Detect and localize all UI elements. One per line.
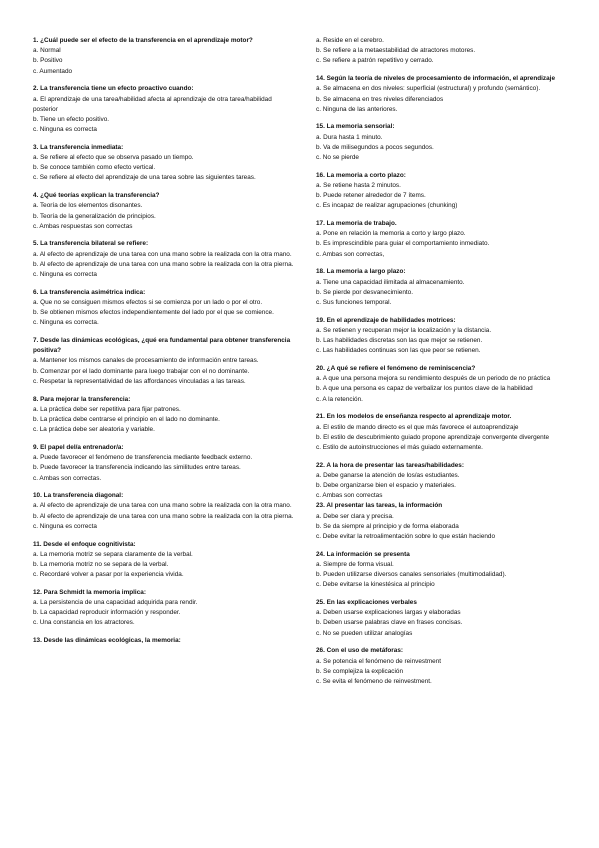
answer-option: c. No se pierde	[316, 154, 359, 162]
answer-option: b. Debe organizarse bien el espacio y materiales.	[316, 482, 456, 490]
question-title: 5. La transferencia bilateral se refiere:	[33, 240, 149, 248]
answer-option: a. El aprendizaje de una tarea/habilidad afecta al aprendizaje de otra tarea/habilidad posterior	[33, 95, 272, 113]
question-title: 26. Con el uso de metáforas:	[316, 647, 404, 655]
question-block	[33, 636, 295, 646]
answer-option: c. Ambas son correctas,	[316, 250, 385, 258]
question-block	[33, 239, 295, 280]
answer-option: b. Teoría de la generalización de principios.	[33, 212, 156, 220]
answer-option: b. Se almacena en tres niveles diferenciados	[316, 95, 444, 103]
answer-option: a. Se retienen y recuperan mejor la localización y la distancia.	[316, 326, 492, 334]
question-title: 23. Al presentar las tareas, la información	[316, 502, 443, 510]
question-title: 7. Desde las dinámicas ecológicas, ¿qué era fundamental para obtener transferencia positiva?	[33, 337, 291, 355]
answer-option: b. Positivo	[33, 57, 63, 65]
answer-option: a. Se retiene hasta 2 minutos.	[316, 181, 401, 189]
question-block	[316, 598, 578, 639]
answer-option: c. Debe evitarse la kinestésica al principio	[316, 581, 435, 589]
question-title: 22. A la hora de presentar las tareas/habilidades:	[316, 461, 464, 469]
answer-option: c. La práctica debe ser aleatoria y variable.	[33, 426, 155, 434]
answer-option: c. Ambas son correctas	[316, 492, 383, 500]
answer-option: c. Aumentado	[33, 67, 73, 75]
answer-option: b. Va de milisegundos a pocos segundos.	[316, 143, 434, 151]
answer-option: a. A que una persona mejora su rendimiento después de un periodo de no práctica	[316, 375, 551, 383]
question-block	[33, 84, 295, 135]
answer-option: b. Al efecto de aprendizaje de una tarea con una mano sobre la realizada con la otra pierna.	[33, 512, 294, 520]
answer-option: b. Se da siempre al principio y de forma elaborada	[316, 522, 459, 530]
answer-option: b. Se pierde por desvanecimiento.	[316, 288, 413, 296]
question-block	[316, 171, 578, 212]
answer-option: c. Ninguna es correcta	[33, 126, 97, 134]
question-block	[33, 491, 295, 532]
question-block	[33, 588, 295, 629]
answer-option: b. Deben usarse palabras clave en frases concisas.	[316, 619, 463, 627]
question-title: 17. La memoria de trabajo.	[316, 220, 397, 228]
question-block	[33, 191, 295, 232]
question-block	[316, 412, 578, 453]
question-block	[316, 501, 578, 542]
answer-option: a. Mantener los mismos canales de procesamiento de información entre tareas.	[33, 357, 259, 365]
question-block	[316, 74, 578, 115]
answer-option: c. Se evita el fenómeno de reinvestment.	[316, 677, 432, 685]
answer-option: c. Respetar la representatividad de las affordances vinculadas a las tareas.	[33, 377, 246, 385]
answer-option: b. Al efecto de aprendizaje de una tarea con una mano sobre la realizada con la otra pierna.	[33, 260, 294, 268]
question-block	[33, 395, 295, 436]
answer-option: b. La memoria motriz no se separa de la verbal.	[33, 560, 169, 568]
question-block	[316, 219, 578, 260]
answer-option: b. Pueden utilizarse diversos canales sensoriales (multimodalidad).	[316, 571, 507, 579]
answer-option: a. Al efecto de aprendizaje de una tarea con una mano sobre la realizada con la otra mano.	[33, 250, 292, 258]
answer-option: b. La capacidad reproducir información y responder.	[33, 609, 181, 617]
question-title: 19. En el aprendizaje de habilidades motrices:	[316, 316, 456, 324]
question-block	[316, 461, 578, 502]
answer-option: b. Se complejiza la explicación	[316, 667, 404, 675]
answer-option: b. El estilo de descubrimiento guiado propone aprendizaje convergente divergente	[316, 433, 550, 441]
answer-option: a. Al efecto de aprendizaje de una tarea con una mano sobre la realizada con la otra mano.	[33, 502, 292, 510]
answer-option: a. Deben usarse explicaciones largas y elaboradas	[316, 609, 461, 617]
question-title: 9. El papel del/a entrenador/a:	[33, 443, 124, 451]
answer-option: c. Las habilidades continuas son las que peor se retienen.	[316, 347, 481, 355]
answer-option: c. Ninguna de las anteriores.	[316, 105, 398, 113]
answer-option: a. Debe ganarse la atención de los/as estudiantes.	[316, 471, 460, 479]
question-title: 2. La transferencia tiene un efecto proactivo cuando:	[33, 85, 194, 93]
question-title: 6. La transferencia asimétrica indica:	[33, 288, 146, 296]
question-title: 12. Para Schmidt la memoria implica:	[33, 588, 146, 596]
answer-option: a. Normal	[33, 47, 61, 55]
answer-option: a. Reside en el cerebro.	[316, 37, 384, 44]
question-title: 3. La transferencia inmediata:	[33, 143, 124, 151]
answer-option: a. Se potencia el fenómeno de reinvestment	[316, 657, 442, 665]
question-block	[316, 364, 578, 405]
question-block	[316, 550, 578, 591]
answer-option: b. Puede retener alrededor de 7 ítems.	[316, 192, 426, 200]
answer-option: c. Se refiere al efecto del aprendizaje de una tarea sobre las siguientes tareas.	[33, 174, 256, 182]
question-block	[316, 267, 578, 308]
answer-option: c. Ninguna es correcta.	[33, 319, 99, 327]
question-block	[33, 36, 295, 77]
answer-option: c. Estilo de autoinstrucciones el más guiado externamente.	[316, 443, 483, 451]
answer-option: c. Sus funciones temporal.	[316, 298, 392, 306]
question-title: 4. ¿Qué teorías explican la transferencia?	[33, 192, 160, 200]
answer-option: a. La memoria motriz se separa claramente de la verbal.	[33, 550, 193, 558]
answer-option: c. Se refiere a patrón repetitivo y cerrado.	[316, 57, 434, 65]
answer-option: a. La persistencia de una capacidad adquirida para rendir.	[33, 599, 198, 607]
question-title: 8. Para mejorar la transferencia:	[33, 395, 131, 403]
question-title: 1. ¿Cuál puede ser el efecto de la transferencia en el aprendizaje motor?	[33, 37, 253, 44]
question-title: 20. ¿A qué se refiere el fenómeno de reminiscencia?	[316, 364, 476, 372]
answer-option: a. Se refiere al efecto que se observa pasado un tiempo.	[33, 154, 194, 162]
question-title: 11. Desde el enfoque cognitivista:	[33, 540, 136, 548]
question-block	[33, 336, 295, 387]
question-block	[33, 540, 295, 581]
question-block	[33, 288, 295, 329]
answer-option: b. Puede favorecer la transferencia indicando las similitudes entre tareas.	[33, 464, 241, 472]
answer-option: c. Ninguna es correcta	[33, 271, 97, 279]
question-title: 15. La memoria sensorial:	[316, 123, 395, 131]
answer-option: a. Se almacena en dos niveles: superficial (estructural) y profundo (semántico).	[316, 85, 541, 93]
question-title: 24. La información se presenta	[316, 550, 410, 558]
answer-option: a. Puede favorecer el fenómeno de transferencia mediante feedback externo.	[33, 454, 253, 462]
answer-option: b. Tiene un efecto positivo.	[33, 115, 110, 123]
question-title: 25. En las explicaciones verbales	[316, 599, 417, 607]
question-title: 14. Según la teoría de niveles de procesamiento de información, el aprendizaje	[316, 75, 556, 83]
question-block	[33, 443, 295, 484]
answer-option: a. Debe ser clara y precisa.	[316, 512, 394, 520]
answer-option: a. Pone en relación la memoria a corto y largo plazo.	[316, 230, 466, 238]
question-block	[316, 36, 578, 67]
question-title: 16. La memoria a corto plazo:	[316, 171, 406, 179]
answer-option: c. Es incapaz de realizar agrupaciones (chunking)	[316, 202, 458, 210]
question-block	[316, 646, 578, 687]
question-block	[316, 122, 578, 163]
answer-option: c. Recordaré volver a pasar por la experiencia vivida.	[33, 571, 184, 579]
answer-option: b. Se refiere a la metaestabilidad de atractores motores.	[316, 47, 476, 55]
answer-option: b. Las habilidades discretas son las que mejor se retienen.	[316, 337, 483, 345]
question-title: 18. La memoria a largo plazo:	[316, 268, 406, 276]
answer-option: c. Ambas son correctas.	[33, 474, 102, 482]
answer-option: a. Dura hasta 1 minuto.	[316, 133, 383, 141]
question-title: 13. Desde las dinámicas ecológicas, la memoria:	[33, 637, 181, 645]
answer-option: b. Comenzar por el lado dominante para luego trabajar con el no dominante.	[33, 367, 250, 375]
question-block	[316, 316, 578, 357]
answer-option: b. Es imprescindible para guiar el comportamiento inmediato.	[316, 240, 490, 248]
answer-option: a. El estilo de mando directo es el que más favorece el autoaprendizaje	[316, 423, 519, 431]
answer-option: a. Que no se consiguen mismos efectos si se comienza por un lado o por el otro.	[33, 298, 263, 306]
answer-option: b. Se obtienen mismos efectos independientemente del lado por el que se comience.	[33, 309, 274, 317]
answer-option: a. La práctica debe ser repetitiva para fijar patrones.	[33, 405, 181, 413]
question-title: 10. La transferencia diagonal:	[33, 492, 124, 500]
right-column	[316, 36, 578, 695]
answer-option: a. Teoría de los elementos disonantes.	[33, 202, 143, 210]
answer-option: b. A que una persona es capaz de verbalizar los puntos clave de la habilidad	[316, 385, 533, 393]
answer-option: c. Una constancia en los atractores.	[33, 619, 135, 627]
answer-option: a. Siempre de forma visual.	[316, 560, 394, 568]
question-block	[33, 143, 295, 184]
answer-option: c. Debe evitar la retroalimentación sobre lo que están haciendo	[316, 533, 496, 541]
answer-option: b. Se conoce también como efecto vertical.	[33, 164, 156, 172]
answer-option: b. La práctica debe centrarse el principio en el lado no dominante.	[33, 416, 220, 423]
left-column	[33, 36, 295, 654]
question-title: 21. En los modelos de enseñanza respecto al aprendizaje motor.	[316, 413, 512, 421]
answer-option: c. No se pueden utilizar analogías	[316, 629, 413, 637]
answer-option: c. Ninguna es correcta	[33, 522, 97, 530]
answer-option: c. A la retención.	[316, 395, 363, 403]
answer-option: c. Ambas respuestas son correctas	[33, 222, 133, 230]
answer-option: a. Tiene una capacidad ilimitada al almacenamiento.	[316, 278, 465, 286]
